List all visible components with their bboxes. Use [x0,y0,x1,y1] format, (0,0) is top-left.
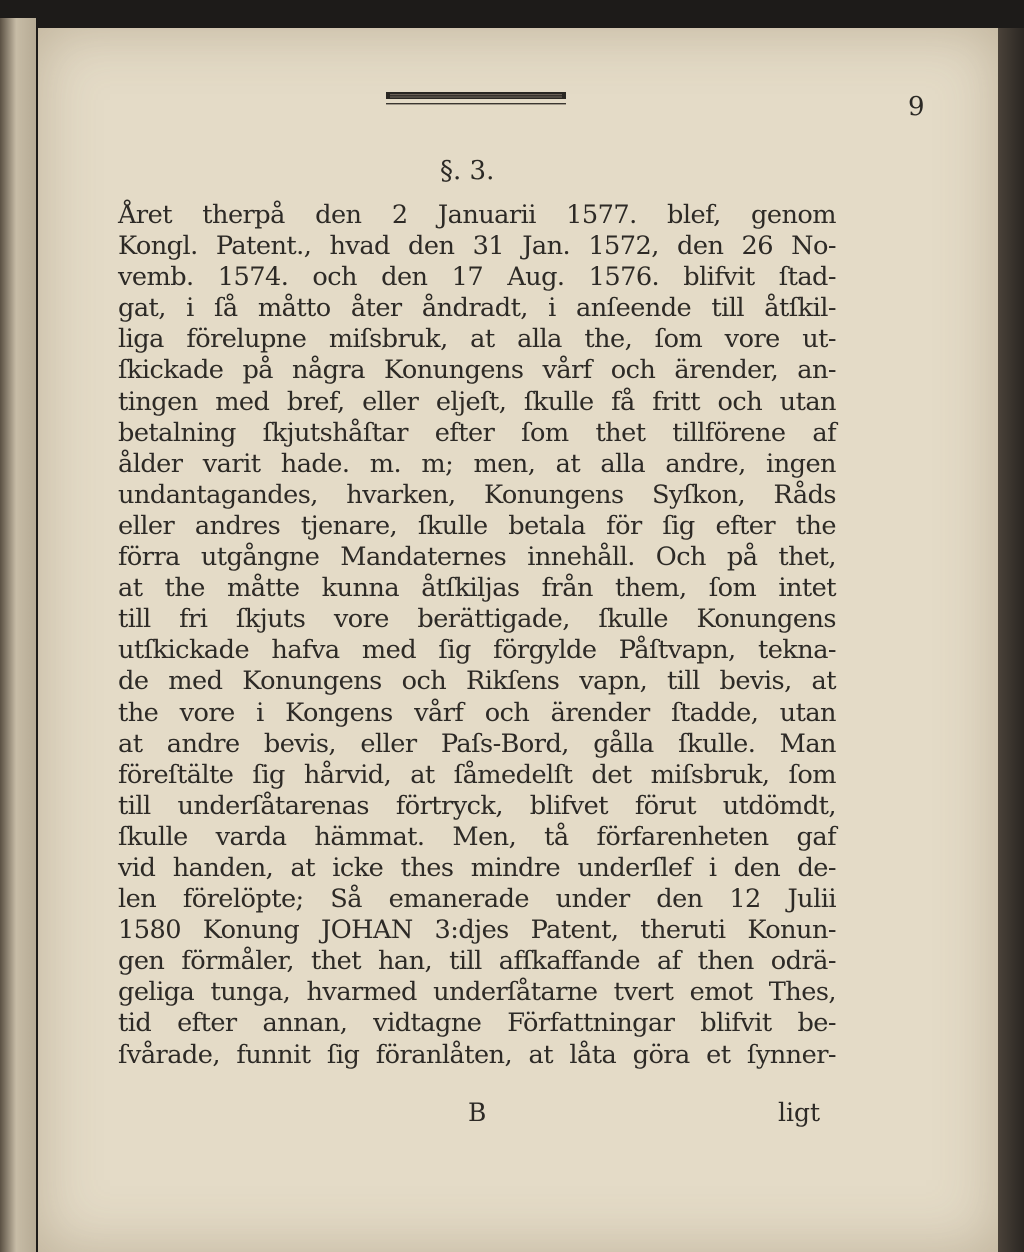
text-line: till fri ſkjuts vore berättigade, ſkulle Konungens [118,604,836,635]
text-line: len förelöpte; Så emanerade under den 12 Julii [118,884,836,915]
text-line: ſkickade på några Konungens vårf och ärender, an- [118,355,836,386]
signature-mark: B [468,1098,487,1127]
catchword: ligt [778,1098,821,1127]
header-ornament-rule [386,92,566,106]
page-number: 9 [908,92,925,122]
text-line: utſkickade hafva med ſig förgylde Påſtvapn, tekna- [118,635,836,666]
text-line: ſvårade, funnit ſig föranlåten, at låta göra et ſynner- [118,1039,836,1070]
text-line: tingen med bref, eller eljeſt, ſkulle få fritt och utan [118,386,836,417]
text-line: förra utgångne Mandaternes innehåll. Och på thet, [118,542,836,573]
text-line: liga förelupne miſsbruk, at alla the, ſom vore ut- [118,324,836,355]
text-line: föreſtälte ſig hårvid, at ſåmedelſt det miſsbruk, ſom [118,759,836,790]
section-heading: §. 3. [440,156,495,186]
book-edge [998,28,1024,1252]
text-line: Kongl. Patent., hvad den 31 Jan. 1572, den 26 No- [118,231,836,262]
text-line: gat, i ſå måtto åter åndradt, i anſeende till åtſkil- [118,293,836,324]
text-line: eller andres tjenare, ſkulle betala för ſig efter the [118,510,836,541]
body-text [118,200,836,1071]
text-line: undantagandes, hvarken, Konungens Syſkon, Råds [118,479,836,510]
text-line: geliga tunga, hvarmed underſåtarne tvert emot Thes, [118,977,836,1008]
text-line: at andre bevis, eller Paſs-Bord, gålla ſkulle. Man [118,728,836,759]
text-line: tid efter annan, vidtagne Författningar blifvit be- [118,1008,836,1039]
text-line: the vore i Kongens vårf och ärender ſtadde, utan [118,697,836,728]
text-line: vemb. 1574. och den 17 Aug. 1576. blifvit ſtad- [118,262,836,293]
text-line: gen förmåler, thet han, till afſkaffande af then odrä- [118,946,836,977]
text-line: ålder varit hade. m. m; men, at alla andre, ingen [118,448,836,479]
text-line: betalning ſkjutshåſtar efter ſom thet tillförene af [118,417,836,448]
text-line: 1580 Konung JOHAN 3:djes Patent, theruti Konun- [118,915,836,946]
text-line: till underſåtarenas förtryck, blifvet förut utdömdt, [118,790,836,821]
facing-page-edge [0,18,36,1252]
text-line: de med Konungens och Rikſens vapn, till bevis, at [118,666,836,697]
text-line: ſkulle varda hämmat. Men, tå förfarenheten gaf [118,821,836,852]
text-line: vid handen, at icke thes mindre underſlef i den de- [118,852,836,883]
text-line: at the måtte kunna åtſkiljas från them, ſom intet [118,573,836,604]
text-line: Året therpå den 2 Januarii 1577. blef, genom [118,200,836,230]
